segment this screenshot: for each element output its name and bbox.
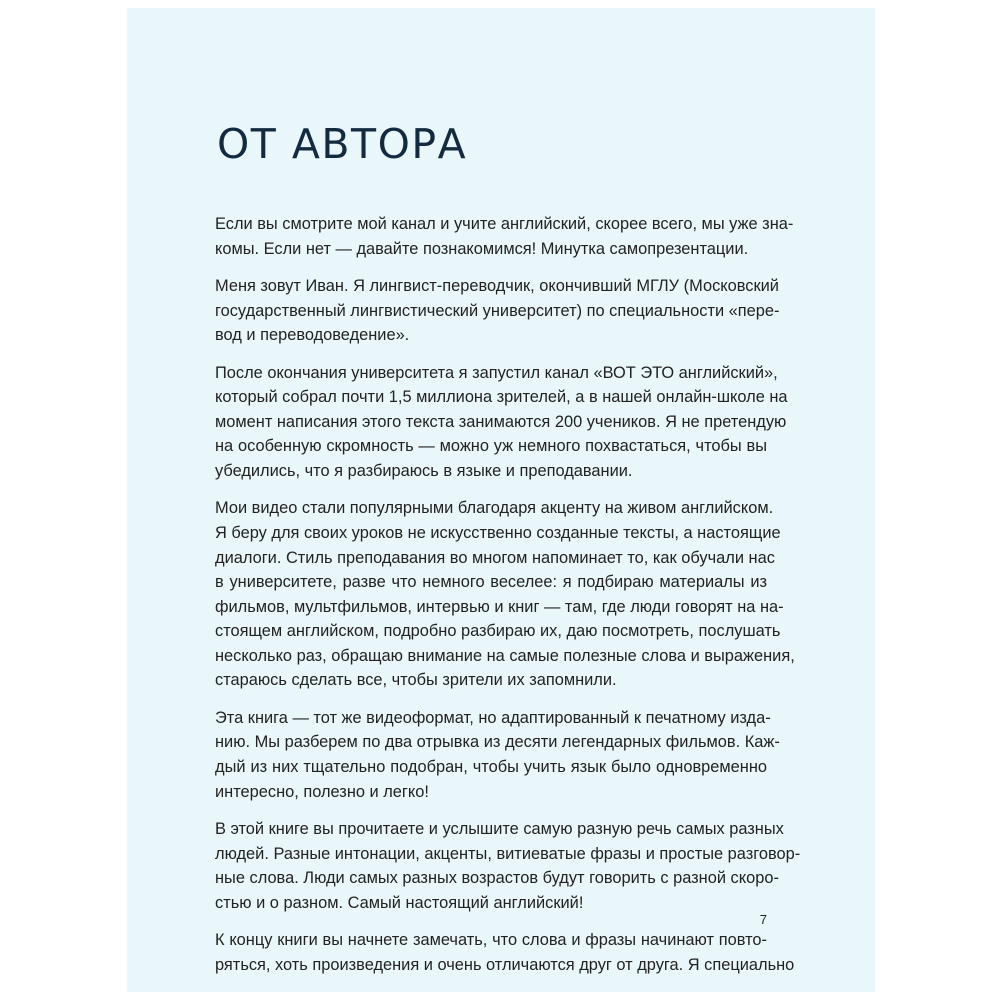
text-line: фильмов, мультфильмов, интервью и книг — там, где люди говорят на на- [215,597,784,616]
text-line: диалоги. Стиль преподавания во многом напоминает то, как обучали нас [215,548,775,567]
text-line: в университете, разве что немного веселее: я подбираю материалы из [215,573,767,592]
text-line: Эта книга — тот же видеоформат, но адаптированный к печатному изда- [215,708,771,727]
paragraph [215,274,780,348]
text-line: комы. Если нет — давайте познакомимся! Минутка самопрезентации. [215,239,749,258]
paragraph [215,928,795,977]
text-line: вод и переводоведение». [215,326,410,345]
body-text [215,212,801,990]
text-line: После окончания университета я запустил канал «ВОТ ЭТО английский», [215,363,778,382]
text-line: нию. Мы разберем по два отрывка из десяти легендарных фильмов. Каж- [215,733,780,752]
text-line: людей. Разные интонации, акценты, витиеватые фразы и простые разговор- [215,844,801,863]
book-page [127,8,875,992]
text-line: стараюсь сделать все, чтобы зрители их запомнили. [215,671,617,690]
text-line: интересно, полезно и легко! [215,782,429,801]
text-line: В этой книге вы прочитаете и услышите самую разную речь самых разных [215,820,784,839]
text-line: который собрал почти 1,5 миллиона зрителей, а в нашей онлайн-школе на [215,388,788,407]
text-line: на особенную скромность — можно уж немного похвастаться, чтобы вы [215,437,767,456]
text-line: дый из них тщательно подобран, чтобы учить язык было одновременно [215,758,767,777]
text-line: Мои видео стали популярными благодаря акценту на живом английском. [215,499,774,518]
text-line: ряться, хоть произведения и очень отличаются друг от друга. Я специально [215,955,795,974]
chapter-heading: ОТ АВТОРА [217,120,468,168]
text-line: момент написания этого текста занимаются 200 учеников. Я не претендую [215,412,787,431]
text-line: государственный лингвистический университет) по специальности «пере- [215,301,780,320]
text-line: Меня зовут Иван. Я лингвист-переводчик, окончивший МГЛУ (Московский [215,276,779,295]
paragraph [215,496,795,693]
text-line: Если вы смотрите мой канал и учите английский, скорее всего, мы уже зна- [215,215,794,233]
page-number: 7 [759,912,767,927]
text-line: несколько раз, обращаю внимание на самые полезные слова и выражения, [215,646,795,665]
text-line: стью и о разном. Самый настоящий английский! [215,893,584,912]
text-line: убедились, что я разбираюсь в языке и преподавании. [215,461,633,480]
text-line: стоящем английском, подробно разбираю их, даю посмотреть, послушать [215,622,781,641]
paragraph [215,361,788,484]
text-line: К концу книги вы начнете замечать, что слова и фразы начинают повто- [215,931,767,950]
paragraph [215,706,780,804]
paragraph [215,817,801,915]
text-line: Я беру для своих уроков не искусственно созданные тексты, а настоящие [215,523,781,542]
text-line: ные слова. Люди самых разных возрастов будут говорить с разной скоро- [215,869,779,888]
paragraph [215,212,794,261]
